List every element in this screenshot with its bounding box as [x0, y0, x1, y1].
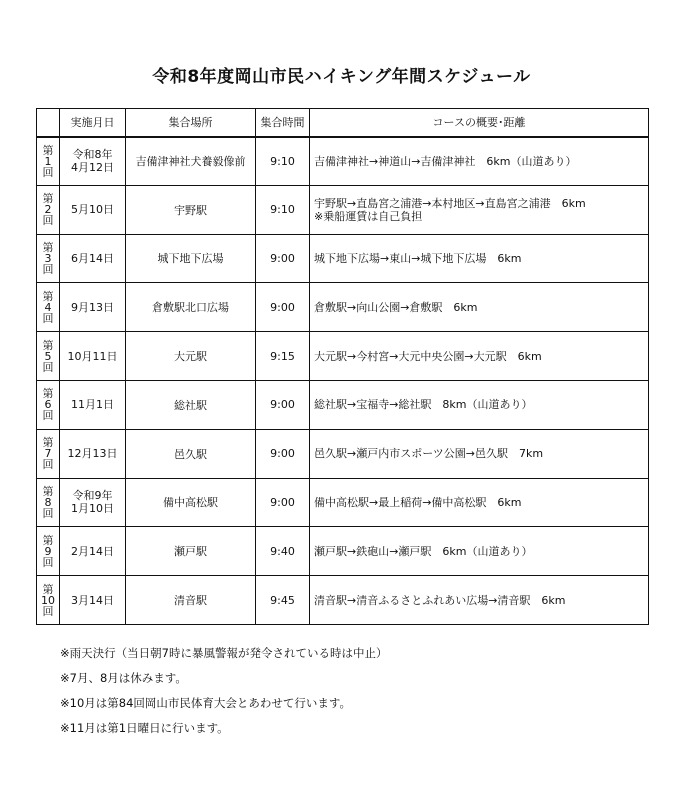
course-cell — [310, 527, 649, 576]
session-number-part: 回 — [42, 214, 54, 228]
date-cell — [60, 527, 126, 576]
table-row — [37, 137, 649, 186]
header-course: コースの概要･距離 — [310, 109, 649, 137]
session-number-part: 回 — [42, 555, 54, 569]
course-cell — [310, 234, 649, 283]
date-line: 9月13日 — [71, 300, 114, 314]
course-line: 邑久駅→瀬戸内市スポーツ公園→邑久駅 7km — [314, 447, 544, 461]
course-cell — [310, 478, 649, 527]
meeting-time-cell: 9:00 — [256, 429, 310, 478]
course-line: 備中高松駅→最上稲荷→備中高松駅 6km — [314, 495, 522, 509]
session-number-part: 回 — [42, 360, 54, 374]
course-line: 宇野駅→直島宮之浦港→本村地区→直島宮之浦港 6km — [314, 196, 586, 210]
session-number-part: 第 — [42, 533, 54, 547]
meeting-time-cell: 9:10 — [256, 185, 310, 234]
meeting-place-cell: 城下地下広場 — [126, 234, 256, 283]
meeting-place-cell: 宇野駅 — [126, 185, 256, 234]
table-row — [37, 478, 649, 527]
course-line: 倉敷駅→向山公園→倉敷駅 6km — [314, 300, 478, 314]
session-number-part: 第 — [42, 582, 54, 596]
meeting-time-cell: 9:00 — [256, 283, 310, 332]
session-number-part: 2 — [44, 203, 52, 217]
course-cell — [310, 380, 649, 429]
date-cell — [60, 576, 126, 625]
meeting-time-cell: 9:40 — [256, 527, 310, 576]
table-row — [37, 527, 649, 576]
date-cell — [60, 137, 126, 186]
session-number — [37, 576, 60, 625]
date-line: 1月10日 — [71, 502, 114, 516]
table-header-row — [37, 109, 649, 137]
session-number-part: 回 — [42, 165, 54, 179]
date-cell — [60, 283, 126, 332]
date-line: 10月11日 — [67, 349, 118, 363]
session-number — [37, 332, 60, 381]
note-item: ※10月は第84回岡山市民体育大会とあわせて行います。 — [60, 696, 351, 710]
session-number — [37, 380, 60, 429]
notes-list — [60, 641, 387, 741]
course-line: 吉備津神社→神道山→吉備津神社 6km（山道あり） — [314, 154, 577, 168]
meeting-time-cell: 9:15 — [256, 332, 310, 381]
date-cell — [60, 332, 126, 381]
meeting-place-cell: 吉備津神社犬養毅像前 — [126, 137, 256, 186]
date-cell — [60, 478, 126, 527]
meeting-time-cell: 9:00 — [256, 478, 310, 527]
meeting-place-cell: 大元駅 — [126, 332, 256, 381]
note-item: ※7月、8月は休みます。 — [60, 671, 187, 685]
session-number-part: 第 — [42, 192, 54, 206]
session-number — [37, 429, 60, 478]
session-number-part: 第 — [42, 387, 54, 401]
schedule-rows — [37, 137, 649, 625]
table-row — [37, 234, 649, 283]
session-number-part: 回 — [42, 458, 54, 472]
course-cell — [310, 185, 649, 234]
session-number-part: 回 — [42, 262, 54, 276]
course-line: 大元駅→今村宮→大元中央公園→大元駅 6km — [314, 349, 542, 363]
course-line: 総社駅→宝福寺→総社駅 8km（山道あり） — [314, 398, 533, 412]
note-item: ※11月は第1日曜日に行います。 — [60, 721, 229, 735]
course-line: 瀬戸駅→鉄砲山→瀬戸駅 6km（山道あり） — [314, 544, 533, 558]
header-place: 集合場所 — [126, 109, 256, 137]
course-cell — [310, 576, 649, 625]
session-number-part: 8 — [44, 495, 52, 509]
meeting-place-cell: 瀬戸駅 — [126, 527, 256, 576]
table-row — [37, 576, 649, 625]
date-cell — [60, 380, 126, 429]
date-line: 令和8年 — [72, 148, 113, 162]
session-number-part: 3 — [44, 251, 52, 265]
session-number — [37, 283, 60, 332]
session-number-part: 回 — [42, 506, 54, 520]
session-number-part: 7 — [44, 447, 52, 461]
session-number-part: 4 — [44, 300, 52, 314]
meeting-place-cell: 倉敷駅北口広場 — [126, 283, 256, 332]
meeting-place-cell: 邑久駅 — [126, 429, 256, 478]
date-line: 11月1日 — [71, 398, 114, 412]
session-number — [37, 185, 60, 234]
session-number — [37, 137, 60, 186]
session-number-part: 第 — [42, 240, 54, 254]
session-number-part: 9 — [44, 544, 52, 558]
session-number-part: 6 — [44, 398, 52, 412]
table-row — [37, 429, 649, 478]
course-cell — [310, 332, 649, 381]
session-number-part: 第 — [42, 338, 54, 352]
course-cell — [310, 429, 649, 478]
session-number-part: 第 — [42, 143, 54, 157]
session-number-part: 第 — [42, 436, 54, 450]
date-line: 3月14日 — [71, 593, 114, 607]
table-row — [37, 185, 649, 234]
header-date: 実施月日 — [60, 109, 126, 137]
meeting-place-cell: 備中高松駅 — [126, 478, 256, 527]
course-line: 清音駅→清音ふるさとふれあい広場→清音駅 6km — [314, 593, 566, 607]
date-cell — [60, 185, 126, 234]
session-number-part: 1 — [44, 154, 52, 168]
meeting-time-cell: 9:10 — [256, 137, 310, 186]
session-number — [37, 234, 60, 283]
meeting-place-cell: 清音駅 — [126, 576, 256, 625]
schedule-table — [36, 108, 649, 625]
header-num — [37, 109, 60, 137]
header-time: 集合時間 — [256, 109, 310, 137]
session-number-part: 5 — [44, 349, 52, 363]
date-line: 6月14日 — [71, 251, 114, 265]
session-number-part: 第 — [42, 289, 54, 303]
session-number-part: 回 — [42, 604, 54, 618]
note-item: ※雨天決行（当日朝7時に暴風警報が発令されている時は中止） — [60, 646, 388, 660]
session-number-part: 10 — [41, 593, 55, 607]
meeting-time-cell: 9:00 — [256, 234, 310, 283]
date-line: 12月13日 — [67, 447, 118, 461]
date-line: 令和9年 — [72, 489, 113, 503]
table-row — [37, 332, 649, 381]
date-line: 4月12日 — [71, 161, 114, 175]
page-title: 令和8年度岡山市民ハイキング年間スケジュール — [152, 67, 531, 87]
meeting-time-cell: 9:45 — [256, 576, 310, 625]
date-line: 5月10日 — [71, 203, 114, 217]
course-line: ※乗船運賃は自己負担 — [314, 209, 423, 223]
table-row — [37, 283, 649, 332]
session-number — [37, 478, 60, 527]
course-cell — [310, 137, 649, 186]
course-cell — [310, 283, 649, 332]
course-line: 城下地下広場→東山→城下地下広場 6km — [314, 251, 522, 265]
session-number-part: 回 — [42, 409, 54, 423]
date-cell — [60, 429, 126, 478]
date-cell — [60, 234, 126, 283]
meeting-place-cell: 総社駅 — [126, 380, 256, 429]
meeting-time-cell: 9:00 — [256, 380, 310, 429]
session-number-part: 回 — [42, 311, 54, 325]
session-number — [37, 527, 60, 576]
session-number-part: 第 — [42, 484, 54, 498]
date-line: 2月14日 — [71, 544, 114, 558]
table-row — [37, 380, 649, 429]
